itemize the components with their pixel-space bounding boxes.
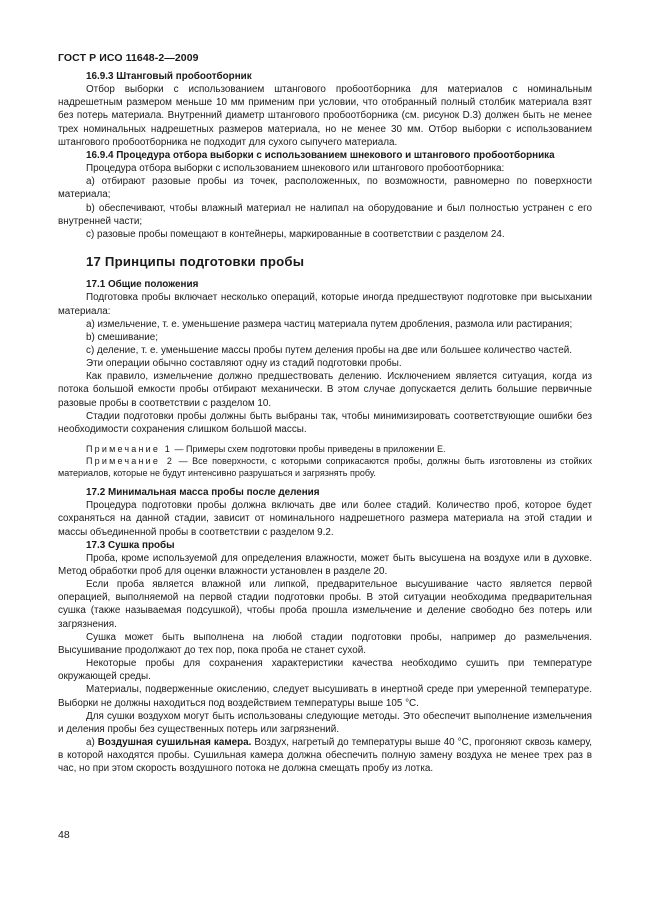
note-text: — Все поверхности, с которыми соприкасаются пробы, должны быть изготовлены из стойких материалов, которые не будут интенсивно разрушаться и загрязнять пробу.: [58, 456, 592, 479]
paragraph: Эти операции обычно составляют одну из стадий подготовки пробы.: [86, 358, 402, 370]
heading-16-9-4: 16.9.4 Процедура отбора выборки с использованием шнекового и штангового пробоотборника: [86, 149, 555, 161]
list-item: b) смешивание;: [86, 331, 159, 343]
paragraph: Как правило, измельчение должно предшествовать делению. Исключением является ситуация, когда из потока большой емкости пробы отбирают механически. В этом случае допускается делить большие первичные разовые пробы в соответствии с разделом 10.: [58, 371, 592, 409]
paragraph: Материалы, подверженные окислению, следует высушивать в инертной среде при умеренной температуре. Выборки не должны находиться под воздействием температуры выше 105 °С.: [58, 684, 592, 709]
page-content: [58, 70, 592, 776]
list-item: c) разовые пробы помещают в контейнеры, маркированные в соответствии с разделом 24.: [86, 228, 505, 240]
paragraph: Некоторые пробы для сохранения характеристики качества необходимо сушить при температуре окружающей среды.: [58, 658, 592, 683]
list-item: c) деление, т. е. уменьшение массы пробы путем деления пробы на две или большее количество частей.: [86, 344, 572, 356]
paragraph: Процедура отбора выборки с использованием шнекового или штангового пробоотборника:: [86, 163, 505, 175]
item-text: Воздух, нагретый до температуры выше 40 °С, прогоняют сквозь камеру, в которой находятся пробы. Сушильная камера должна обеспечить полную замену воздуха не менее трех раз в час, но при этом скорость воздушного потока не должна смещать пробу из лотка.: [58, 737, 593, 775]
paragraph: Для сушки воздухом могут быть использованы следующие методы. Это обеспечит выполнение измельчения и деления пробы без существенных потерь или загрязнений.: [58, 710, 592, 735]
list-item: [58, 736, 592, 775]
paragraph: Подготовка пробы включает несколько операций, которые иногда предшествуют подготовке при высыхании материала:: [58, 292, 592, 317]
item-term: Воздушная сушильная камера.: [97, 737, 252, 749]
paragraph: Если проба является влажной или липкой, предварительное высушивание часто является первой операцией, выполняемой на первой стадии подготовки пробы. В этой ситуации необходима предварительная сушка (также называемая подсушкой), чтобы проба прошла измельчение и деление свободно без потерь или загрязнения.: [58, 579, 592, 630]
heading-17: 17 Принципы подготовки пробы: [86, 254, 305, 270]
paragraph: Процедура подготовки пробы должна включать две или более стадий. Количество проб, которое будет сохраняться на данной стадии, зависит от номинального надрешетного размера материала на этой стадии и массы объединенной пробы в соответствии с разделом 9.2.: [58, 500, 592, 538]
heading-17-2: 17.2 Минимальная масса пробы после деления: [86, 487, 320, 499]
paragraph: Отбор выборки с использованием штангового пробоотборника для материалов с номинальным надрешетным размером меньше 10 мм применим при условии, что отобранный полный столбик материала взят без потерь материала. Внутренний диаметр штангового пробоотборника (см. рисунок D.3) должен быть не менее трех номинальных надрешетных размеров материала, но не менее 30 мм. Отбор выборки с использованием штангового пробоотборника не подходит для сухого сыпучего материала.: [58, 84, 592, 148]
note-text: — Примеры схем подготовки пробы приведены в приложении Е.: [172, 444, 446, 455]
list-item: a) измельчение, т. е. уменьшение размера частиц материала путем дробления, размола или растирания;: [86, 318, 573, 330]
document-header: ГОСТ Р ИСО 11648-2—2009: [58, 52, 199, 64]
note-label: Примечание 1: [86, 444, 172, 455]
note-label: Примечание 2: [86, 456, 175, 467]
paragraph: Проба, кроме используемой для определения влажности, может быть высушена на воздухе или в духовке. Метод обработки проб для оценки влажности установлен в разделе 20.: [58, 552, 592, 577]
page-number: 48: [58, 829, 70, 841]
list-item: b) обеспечивают, чтобы влажный материал не налипал на оборудование и был полностью устранен с его внутренней части;: [58, 202, 592, 227]
heading-16-9-3: 16.9.3 Штанговый пробоотборник: [86, 71, 252, 82]
heading-17-1: 17.1 Общие положения: [86, 279, 199, 291]
list-item: a) отбирают разовые пробы из точек, расположенных, по возможности, равномерно по поверхности материала;: [58, 176, 592, 201]
note-1: [58, 443, 592, 455]
item-prefix: a): [86, 737, 98, 749]
note-2: [58, 455, 592, 479]
paragraph: Стадии подготовки пробы должны быть выбраны так, чтобы минимизировать соответствующие ошибки без необходимости сохранения слишком большой массы.: [58, 410, 592, 435]
heading-17-3: 17.3 Сушка пробы: [86, 539, 175, 551]
paragraph: Сушка может быть выполнена на любой стадии подготовки пробы, например до размельчения. Высушивание продолжают до тех пор, пока проба не станет сухой.: [58, 631, 592, 656]
